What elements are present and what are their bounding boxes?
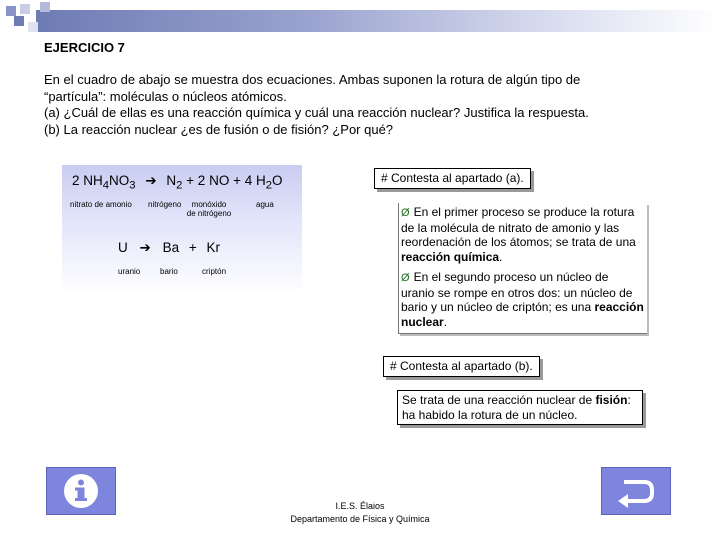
question-a: (a) ¿Cuál de ellas es una reacción química y cuál una reacción nuclear? Justifica la respuesta.	[44, 105, 589, 120]
label-uranium: uranio	[118, 267, 141, 276]
label-ammonium-nitrate: nitrato de amonio	[70, 200, 132, 209]
return-arrow-icon	[614, 473, 658, 509]
nuclear-equation	[118, 240, 220, 256]
answer-b-label: # Contesta al apartado (b).	[383, 356, 540, 377]
answer-text: .	[499, 249, 503, 264]
bullet-icon: Ø	[401, 272, 410, 284]
footer	[262, 500, 458, 526]
chemical-equation	[72, 173, 283, 192]
reaction-arrow-icon: ➔	[145, 173, 157, 188]
decor-square	[6, 6, 16, 16]
decor-square	[14, 16, 24, 26]
formula-part: 2 NH	[72, 173, 103, 188]
formula-part: Kr	[206, 240, 221, 255]
equations-panel	[62, 165, 302, 295]
subscript: 3	[129, 179, 136, 192]
info-button[interactable]	[46, 467, 116, 515]
answer-a-paragraph	[401, 270, 645, 329]
answer-a-paragraph	[401, 205, 645, 264]
answer-text: En el primer proceso se produce la rotura de la molécula de nitrato de amonio y las reordenación de los átomos; se trata de una	[401, 205, 636, 249]
subscript: 4	[102, 179, 110, 192]
info-icon	[62, 472, 100, 510]
reaction-arrow-icon: ➔	[139, 240, 151, 255]
label-nitrogen: nitrógeno	[148, 200, 182, 209]
answer-text: En el segundo proceso un núcleo de uranio se rompe en otros dos: un núcleo de bario y un núcleo de criptón; es una	[401, 270, 633, 314]
statement-line: “partícula”: moléculas o núcleos atómicos.	[44, 88, 287, 104]
exercise-statement	[44, 72, 684, 138]
answer-keyword: fisión	[595, 393, 628, 407]
formula-part: U	[118, 240, 128, 255]
label-line: monóxido	[191, 200, 227, 209]
subscript: 2	[265, 179, 273, 192]
formula-part: NO	[109, 173, 130, 188]
label-nitric-oxide	[184, 200, 234, 218]
bullet-icon: Ø	[401, 207, 410, 219]
answer-keyword: reacción química	[401, 249, 500, 264]
formula-part: O	[272, 173, 283, 188]
answer-text: Se trata de una reacción nuclear de	[402, 393, 593, 407]
answer-keyword: reacción nuclear	[401, 300, 644, 329]
decor-square	[20, 4, 30, 14]
statement-line: En el cuadro de abajo se muestra dos ecuaciones. Ambas suponen la rotura de algún tipo de	[44, 72, 581, 87]
answer-text: : ha habido la rotura de un núcleo.	[402, 393, 631, 422]
label-water: agua	[256, 200, 274, 209]
return-button[interactable]	[601, 467, 671, 515]
school-name: I.E.S. Élaios	[335, 501, 385, 511]
decor-square	[40, 2, 50, 12]
subscript: 2	[176, 179, 183, 192]
label-krypton: criptón	[202, 267, 227, 276]
page-title: EJERCICIO 7	[44, 40, 125, 55]
question-b: (b) La reacción nuclear ¿es de fusión o de fisión? ¿Por qué?	[44, 121, 394, 137]
answer-a-label: # Contesta al apartado (a).	[374, 168, 531, 189]
label-barium: bario	[160, 267, 178, 276]
answer-text: .	[443, 314, 448, 329]
label-line: de nitrógeno	[186, 209, 232, 218]
answer-b-box	[397, 390, 643, 425]
decor-square	[28, 22, 38, 32]
formula-part: + 2 NO	[186, 173, 230, 188]
formula-part: + 4 H	[233, 173, 266, 188]
formula-part: Ba	[162, 240, 180, 255]
formula-part: +	[188, 240, 197, 255]
department-name: Departamento de Física y Química	[290, 514, 430, 524]
formula-part: N	[166, 173, 177, 188]
answer-a-box	[398, 203, 647, 334]
top-banner	[36, 10, 720, 32]
